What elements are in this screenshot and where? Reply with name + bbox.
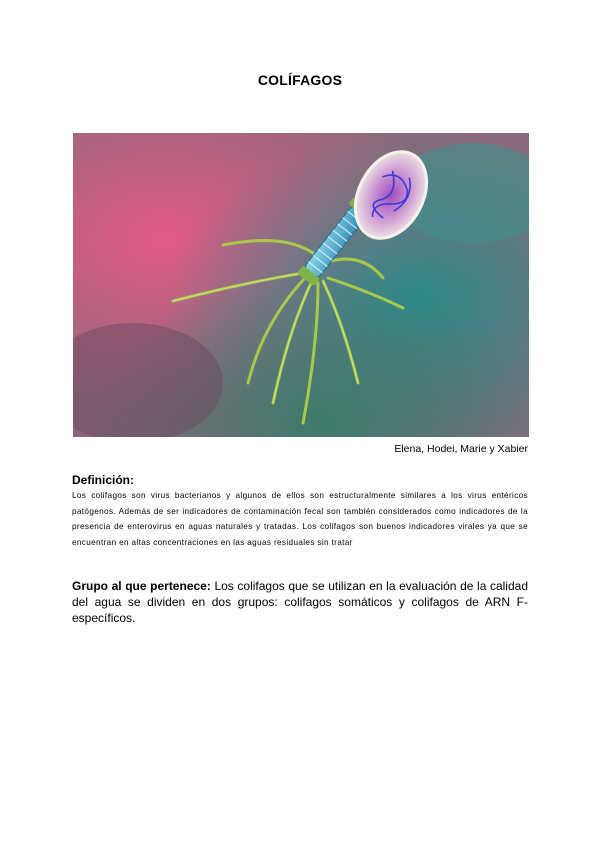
author-credit: Elena, Hodei, Marie y Xabier	[394, 443, 528, 455]
page-title: COLÍFAGOS	[257, 72, 343, 88]
group-heading: Grupo al que pertenece:	[72, 579, 211, 593]
definition-heading: Definición:	[72, 473, 134, 487]
bacteriophage-illustration-icon	[73, 133, 529, 437]
definition-body: Los colifagos son virus bacterianos y algunos de ellos son estructuralmente similares a los virus entéricos patógenos. Además de ser indicadores de contaminación fecal son también considerados como indicadores de la presencia de enterovirus en aguas naturales y tratadas. Los colifagos son buenos indicadores virales ya que se encuentran en altas concentraciones en las aguas residuales sin tratar	[72, 491, 528, 547]
group-paragraph	[72, 578, 528, 626]
bacteriophage-image	[73, 133, 529, 437]
group-body: Los colifagos que se utilizan en la evaluación de la calidad del agua se dividen en dos grupos: colifagos somáticos y colifagos de ARN F-específicos.	[72, 579, 528, 625]
